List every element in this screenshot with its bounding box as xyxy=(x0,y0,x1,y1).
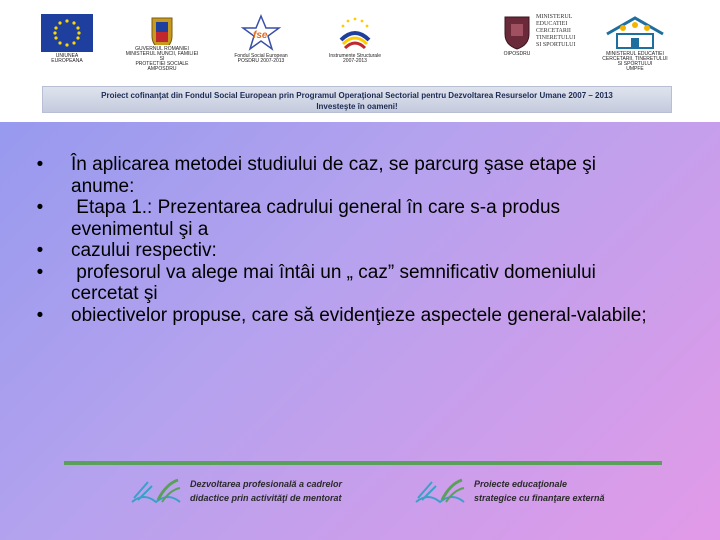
list-item-text: profesorul va alege mai întâi un „ caz” semnificativ domeniului cercetat şi xyxy=(71,261,602,304)
footer-left-line-2: didactice prin activităţi de mentorat xyxy=(190,493,342,503)
footer-right-line-1: Proiecte educaţionale xyxy=(474,479,568,489)
footer-project-mentorat xyxy=(128,474,342,508)
bullet-icon: • xyxy=(36,304,44,326)
list-item-text: În aplicarea metodei studiului de caz, se parcurg şase etape şi anume: xyxy=(71,154,596,197)
eu-caption: UNIUNEA EUROPEANA xyxy=(51,53,83,64)
open-book-icon xyxy=(128,474,184,508)
eu-flag-logo xyxy=(40,14,94,72)
house-people-icon xyxy=(603,14,667,50)
oiposdru-caption: OIPOSDRU xyxy=(503,51,531,57)
bullet-icon: • xyxy=(36,261,44,283)
ministry-title: MINISTERUL EDUCATIEI CERCETARII TINERETULUI SI SPORTULUI xyxy=(536,14,576,48)
footer-right-line-2: strategice cu finanţare externă xyxy=(474,493,605,503)
fse-caption: Fondul Social European POSDRU 2007-2013 xyxy=(234,53,288,64)
cofinancing-banner xyxy=(42,86,672,113)
header-band xyxy=(0,0,720,122)
bullet-icon: • xyxy=(36,240,44,261)
footer-divider xyxy=(64,461,662,465)
instrumente-structurale-icon xyxy=(335,14,375,52)
svg-text:fse: fse xyxy=(253,30,268,41)
footer-right-text xyxy=(474,477,605,505)
list-item-text: obiectivelor propuse, care să evidenţieze aspectele general-valabile; xyxy=(71,304,647,326)
fse-star-icon xyxy=(239,14,283,52)
fse-logo xyxy=(228,14,294,72)
footer-project-strategice xyxy=(412,474,605,508)
coat-of-arms-icon xyxy=(148,14,176,45)
list-item xyxy=(30,154,660,197)
umpfe-caption: MINISTERUL EDUCATIEI CERCETARII, TINERETULUI SI SPORTULUI UMPFE xyxy=(602,51,668,72)
footer-left-text xyxy=(190,477,342,505)
bullet-icon: • xyxy=(36,197,44,218)
list-item-text: cazului respectiv: xyxy=(71,240,217,261)
bullet-list xyxy=(30,154,660,326)
instrumente-structurale-logo xyxy=(322,14,388,72)
footer-left-line-1: Dezvoltarea profesională a cadrelor xyxy=(190,479,343,489)
banner-line-1: Proiect cofinanţat din Fondul Social European prin Programul Operaţional Sectorial pentru Dezvoltarea Resurselor Umane 2007 – 2013 xyxy=(101,91,613,100)
open-book-icon xyxy=(412,474,468,508)
bullet-icon: • xyxy=(36,154,44,175)
list-item xyxy=(30,197,660,240)
ministry-crest-icon xyxy=(502,14,532,50)
list-item-text: Etapa 1.: Prezentarea cadrului general în care s-a produs evenimentul şi a xyxy=(71,197,566,240)
gov-romania-logo xyxy=(124,14,200,72)
umpfe-logo xyxy=(598,14,672,72)
eu-flag-icon xyxy=(41,14,93,52)
gov-romania-caption: GUVERNUL ROMANIEI MINISTERUL MUNCII, FAMILIEI SI PROTECTIEI SOCIALE AMPOSDRU xyxy=(125,46,199,72)
list-item xyxy=(30,262,660,305)
list-item xyxy=(30,240,660,262)
list-item xyxy=(30,305,660,327)
ministerul-educatiei-logo xyxy=(500,14,590,72)
instrumente-structurale-caption: Instrumente Structurale 2007-2013 xyxy=(329,53,381,64)
banner-line-2: Investeşte în oameni! xyxy=(316,102,398,111)
